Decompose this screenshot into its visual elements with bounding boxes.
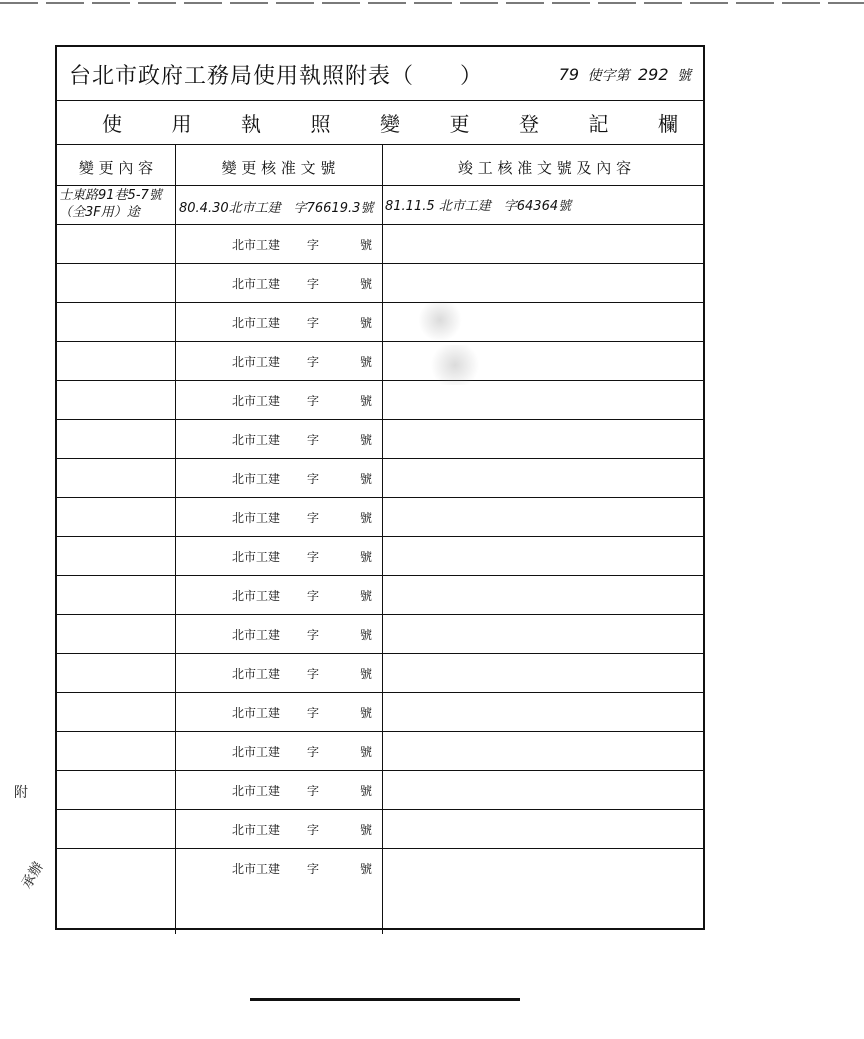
permit-word: 使字第 <box>587 68 630 84</box>
template-b: 字 <box>307 472 320 486</box>
template-b: 字 <box>307 511 320 525</box>
template-c: 號 <box>360 745 373 759</box>
template-a: 北市工建 <box>232 706 281 720</box>
template-a: 北市工建 <box>232 238 281 252</box>
template-b: 字 <box>307 355 320 369</box>
template-c: 號 <box>360 316 373 330</box>
template-a: 北市工建 <box>232 511 281 525</box>
template-a: 北市工建 <box>232 550 281 564</box>
table-row <box>57 809 703 848</box>
section-char: 記 <box>588 111 609 136</box>
section-heading <box>57 100 703 144</box>
template-c: 號 <box>360 511 373 525</box>
first-row-content: 士東路91巷5-7號（全3F用）途 <box>59 188 162 220</box>
template-a: 北市工建 <box>232 316 281 330</box>
first-row-change-approval: 80.4.30北市工建 字76619.3號 <box>179 201 374 216</box>
template-c: 號 <box>360 277 373 291</box>
template-a: 北市工建 <box>232 472 281 486</box>
table-row <box>57 653 703 692</box>
section-char: 使 <box>102 111 122 136</box>
template-b: 字 <box>307 589 320 603</box>
table-row <box>57 848 703 887</box>
section-char: 變 <box>380 111 400 136</box>
table-row <box>57 536 703 575</box>
section-char: 登 <box>519 111 539 136</box>
header-col1: 變 更 內 容 <box>78 158 154 177</box>
template-a: 北市工建 <box>232 745 281 759</box>
template-a: 北市工建 <box>232 277 281 291</box>
table-row <box>57 341 703 380</box>
template-b: 字 <box>307 238 320 252</box>
title-row <box>57 47 703 100</box>
table-row <box>57 692 703 731</box>
template-b: 字 <box>307 823 320 837</box>
section-char: 用 <box>171 111 192 136</box>
template-a: 北市工建 <box>232 628 281 642</box>
template-b: 字 <box>307 784 320 798</box>
permit-year: 79 <box>558 65 580 84</box>
template-c: 號 <box>360 238 373 252</box>
permit-suffix: 號 <box>677 68 691 84</box>
table-row <box>57 497 703 536</box>
template-a: 北市工建 <box>232 433 281 447</box>
scan-top-edge <box>0 2 864 4</box>
header-col3: 竣 工 核 准 文 號 及 內 容 <box>457 158 632 177</box>
template-b: 字 <box>307 433 320 447</box>
permit-number <box>559 65 695 85</box>
permit-no: 292 <box>638 65 669 84</box>
template-c: 號 <box>360 784 373 798</box>
template-a: 北市工建 <box>232 667 281 681</box>
template-b: 字 <box>307 667 320 681</box>
template-a: 北市工建 <box>232 589 281 603</box>
table-row <box>57 224 703 263</box>
template-b: 字 <box>307 316 320 330</box>
template-b: 字 <box>307 277 320 291</box>
template-c: 號 <box>360 823 373 837</box>
section-char: 更 <box>449 111 470 136</box>
scan-noise <box>410 300 470 340</box>
table-row <box>57 575 703 614</box>
template-b: 字 <box>307 628 320 642</box>
table-row <box>57 419 703 458</box>
template-a: 北市工建 <box>232 784 281 798</box>
table-row <box>57 263 703 302</box>
template-a: 北市工建 <box>232 823 281 837</box>
template-b: 字 <box>307 550 320 564</box>
template-c: 號 <box>360 550 373 564</box>
permit-appendix-form <box>55 45 705 930</box>
template-a: 北市工建 <box>232 394 281 408</box>
scan-noise <box>420 345 490 385</box>
section-char: 欄 <box>658 111 678 136</box>
section-char: 照 <box>310 111 331 136</box>
template-b: 字 <box>307 394 320 408</box>
table-row <box>57 614 703 653</box>
first-row-completion: 81.11.5 北市工建 字64364號 <box>385 199 572 214</box>
table-row <box>57 380 703 419</box>
template-c: 號 <box>360 706 373 720</box>
template-c: 號 <box>360 862 373 876</box>
template-c: 號 <box>360 472 373 486</box>
template-b: 字 <box>307 706 320 720</box>
form-title: 台北市政府工務局使用執照附表（ ） <box>69 64 484 89</box>
template-c: 號 <box>360 667 373 681</box>
template-b: 字 <box>307 862 320 876</box>
header-col2: 變 更 核 准 文 號 <box>221 158 336 177</box>
template-b: 字 <box>307 745 320 759</box>
table-row <box>57 770 703 809</box>
template-c: 號 <box>360 628 373 642</box>
scan-bottom-line <box>250 998 520 1001</box>
template-a: 北市工建 <box>232 862 281 876</box>
table-row <box>57 458 703 497</box>
margin-mark-2: 承辦 <box>18 859 47 892</box>
template-a: 北市工建 <box>232 355 281 369</box>
template-c: 號 <box>360 433 373 447</box>
section-char: 執 <box>241 111 261 136</box>
margin-mark-1: 附 <box>14 785 28 801</box>
template-c: 號 <box>360 355 373 369</box>
template-c: 號 <box>360 589 373 603</box>
template-c: 號 <box>360 394 373 408</box>
table-row <box>57 731 703 770</box>
table-row <box>57 302 703 341</box>
